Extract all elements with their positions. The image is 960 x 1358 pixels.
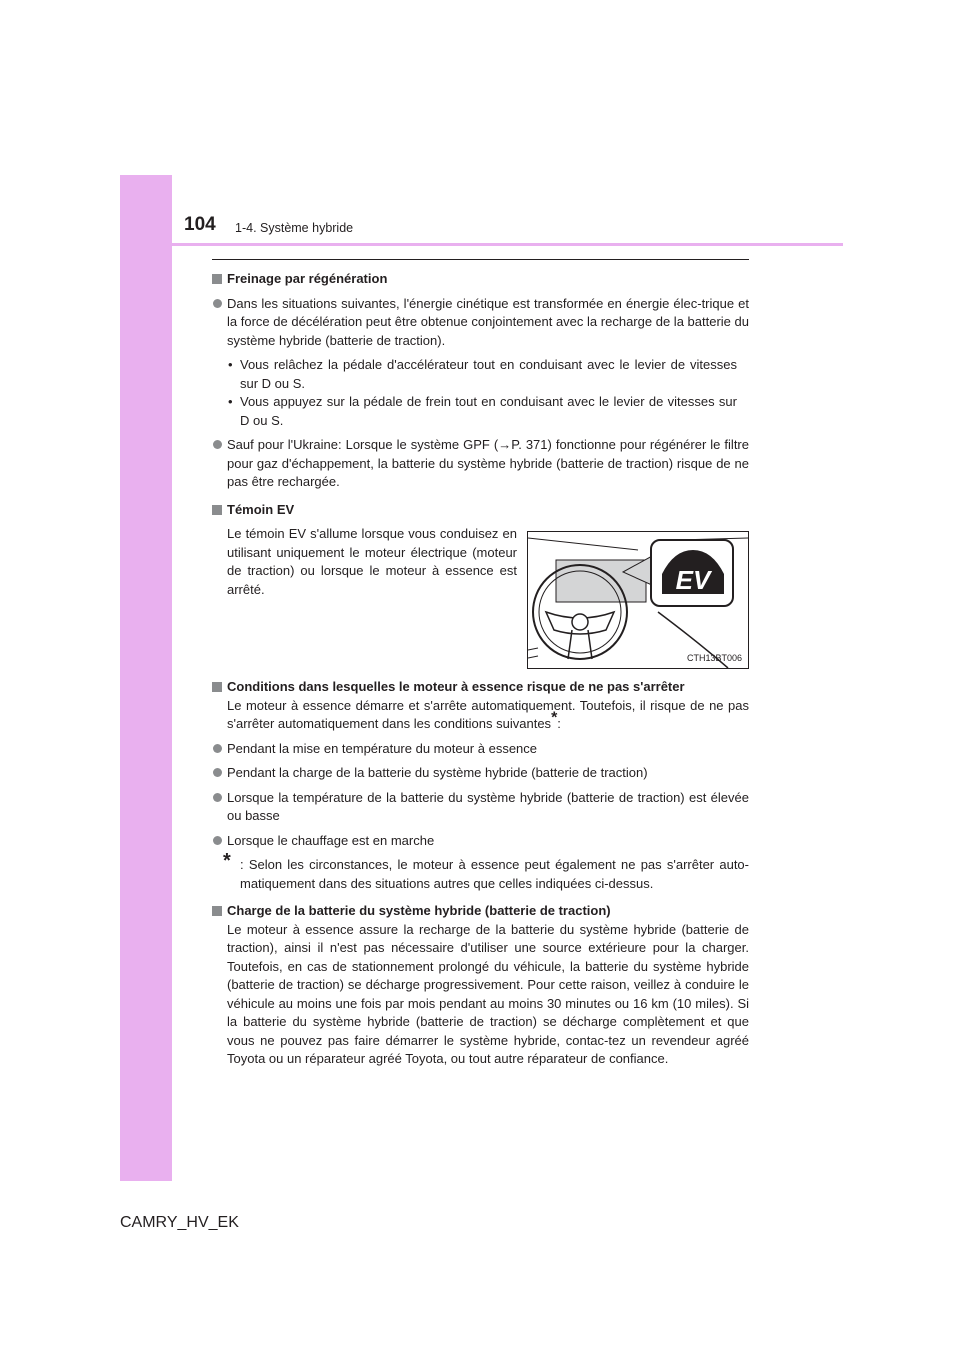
- regen-subitem-1: • Vous relâchez la pédale d'accélérateur tout en conduisant avec le levier de vitesses sur D ou S.: [228, 357, 737, 391]
- main-content: [212, 270, 749, 1069]
- chapter-tab-sidebar: [120, 175, 172, 1181]
- footnote: * : Selon les circonstances, le moteur à essence peut également ne pas s'arrêter auto-matiquement dans des situations autres que celles indiquées ci-dessus.: [223, 850, 749, 891]
- regen-bullet-1: Dans les situations suivantes, l'énergie cinétique est transformée en énergie élec-trique et la force de décélération peut être obtenue conjointement avec la recharge de la batterie du système hybride (batterie de traction).: [212, 295, 749, 351]
- steering-hub: [572, 614, 588, 630]
- charge-text: Le moteur à essence assure la recharge de la batterie du système hybride (batterie de traction), ainsi il n'est pas nécessaire d'utiliser une source extérieure pour la charger. Toutefois, en cas de stationnement prolongé du véhicule, la batterie du système hybride (batterie de traction) se décharge progressivement. Pour cette raison, veillez à conduire le véhicule au moins une fois par mois pendant au moins 30 minutes ou 16 km (10 miles). Si la batterie du système hybride (batterie de traction) se décharge complètement et que vous ne pouvez pas faire démarrer le système hybride, contac-tez un revendeur agréé Toyota ou un réparateur agréé Toyota, ou tout autre réparateur de confiance.: [227, 921, 749, 1066]
- figure-code: CTH13BT006: [686, 652, 742, 663]
- regen-subitem-2: • Vous appuyez sur la pédale de frein tout en conduisant avec le levier de vitesses sur D ou S.: [228, 394, 737, 428]
- page-number: 104: [184, 214, 216, 235]
- ev-description: Le témoin EV s'allume lorsque vous conduisez en utilisant uniquement le moteur électrique (moteur de traction) ou lorsque le moteur à essence est arrêté.: [227, 526, 517, 597]
- conditions-heading: Conditions dans lesquelles le moteur à essence risque de ne pas s'arrêter: [212, 678, 749, 697]
- section-rule: [212, 259, 749, 260]
- conditions-item-1: Pendant la mise en température du moteur à essence: [212, 740, 749, 759]
- conditions-intro: Le moteur à essence démarre et s'arrête automatiquement. Toutefois, il risque de ne pas s'arrêter automatiquement dans les conditions suivantes*:: [227, 697, 749, 731]
- section-title: 1-4. Système hybride: [235, 221, 354, 235]
- conditions-item-2: Pendant la charge de la batterie du système hybride (batterie de traction): [212, 764, 749, 783]
- conditions-item-3: Lorsque la température de la batterie du système hybride (batterie de traction) est élevée ou basse: [212, 789, 749, 826]
- regen-heading: Freinage par régénération: [212, 270, 749, 289]
- ev-heading: Témoin EV: [212, 501, 749, 520]
- header-divider: [172, 243, 843, 246]
- conditions-item-4: Lorsque le chauffage est en marche: [212, 832, 749, 851]
- charge-heading: Charge de la batterie du système hybride (batterie de traction): [212, 902, 749, 921]
- regen-bullet-2: Sauf pour l'Ukraine: Lorsque le système GPF (→P. 371) fonctionne pour régénérer le filtre pour gaz d'échappement, la batterie du système hybride (batterie de traction) risque de ne pas être rechargée.: [212, 436, 749, 492]
- model-code: CAMRY_HV_EK: [120, 1214, 239, 1231]
- ev-label: EV: [675, 565, 711, 595]
- ev-indicator-figure: [527, 531, 749, 669]
